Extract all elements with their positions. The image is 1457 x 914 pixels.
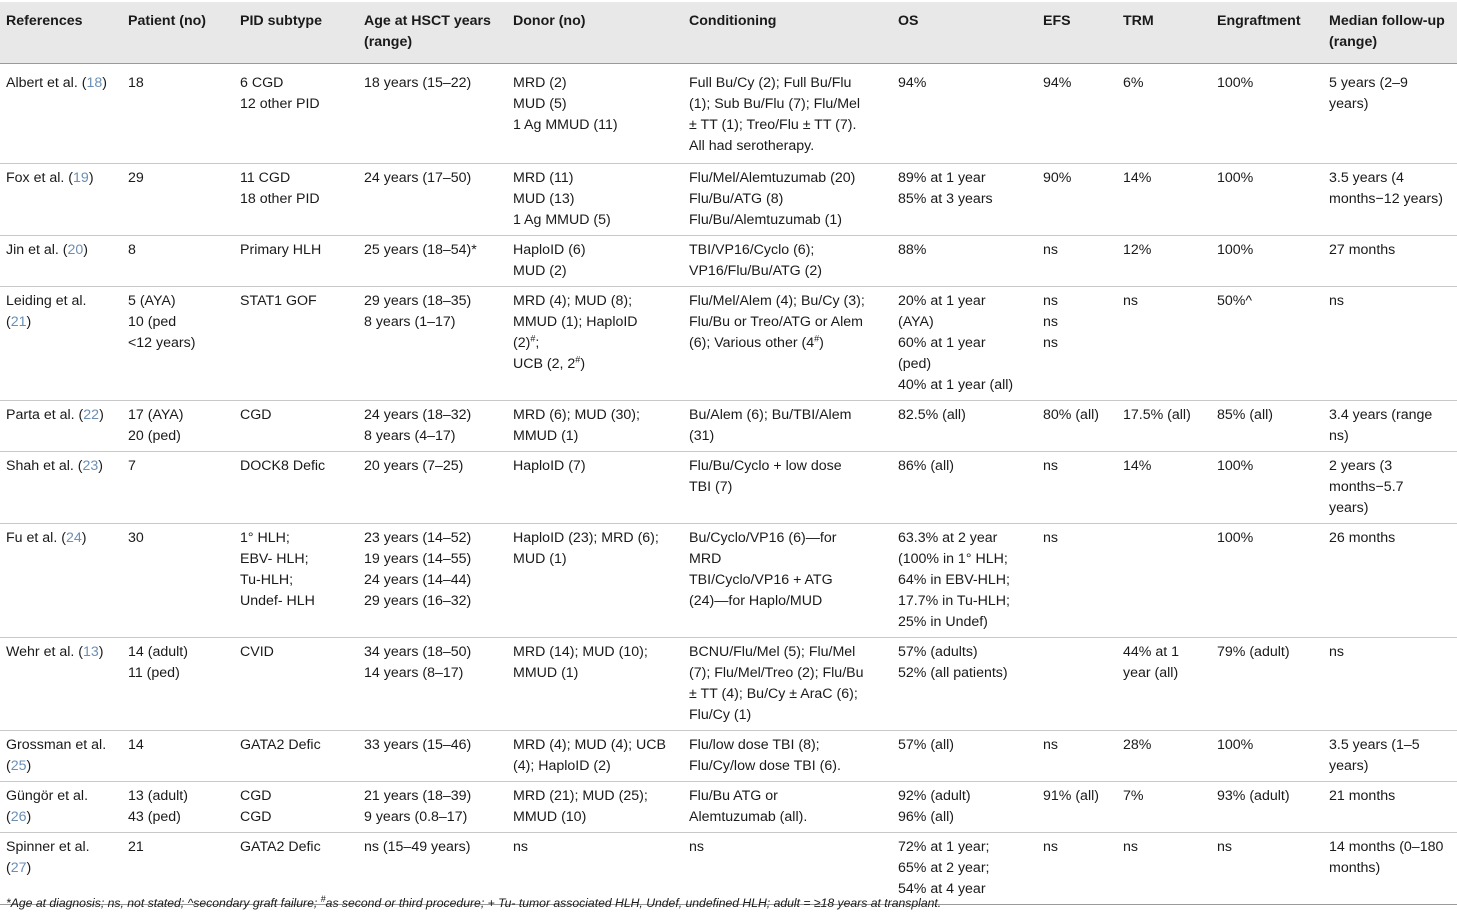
cell-pid: CGD CGD — [234, 782, 358, 833]
reference-close: ) — [88, 170, 94, 186]
cell-age: 20 years (7–25) — [358, 452, 507, 524]
cell-pid: STAT1 GOF — [234, 287, 358, 401]
cell-conditioning: Flu/Mel/Alemtuzumab (20) Flu/Bu/ATG (8) Flu/Bu/Alemtuzumab (1) — [683, 164, 892, 236]
cell-pid: GATA2 Defic — [234, 833, 358, 905]
cell-os: 92% (adult) 96% (all) — [892, 782, 1037, 833]
cell-efs: 91% (all) — [1037, 782, 1117, 833]
cell-conditioning: Full Bu/Cy (2); Full Bu/Flu (1); Sub Bu/Flu (7); Flu/Mel ± TT (1); Treo/Flu ± TT (7). All had serotherapy. — [683, 64, 892, 164]
reference-number-link[interactable]: 19 — [73, 170, 89, 186]
cell-engraftment: 50%^ — [1211, 287, 1323, 401]
cell-reference — [0, 731, 122, 782]
col-header-conditioning: Conditioning — [689, 13, 777, 29]
cell-trm: 28% — [1117, 731, 1211, 782]
table-row — [0, 287, 1457, 401]
cell-reference — [0, 236, 122, 287]
cell-followup: 26 months — [1323, 524, 1457, 638]
cell-trm: 7% — [1117, 782, 1211, 833]
cell-followup: 3.4 years (range ns) — [1323, 401, 1457, 452]
col-header-efs: EFS — [1043, 13, 1071, 29]
cell-patient: 29 — [122, 164, 234, 236]
cell-donor: HaploID (7) — [507, 452, 683, 524]
cell-engraftment: 85% (all) — [1211, 401, 1323, 452]
cell-conditioning: Bu/Alem (6); Bu/TBI/Alem (31) — [683, 401, 892, 452]
cell-followup: 5 years (2–9 years) — [1323, 64, 1457, 164]
cell-engraftment: 100% — [1211, 64, 1323, 164]
cell-age: 24 years (18–32) 8 years (4–17) — [358, 401, 507, 452]
reference-author: Fox et al. ( — [6, 170, 74, 186]
cell-trm — [1117, 524, 1211, 638]
cell-os: 57% (all) — [892, 731, 1037, 782]
cell-patient: 21 — [122, 833, 234, 905]
cell-reference — [0, 64, 122, 164]
reference-author: Spinner et al. ( — [6, 839, 90, 876]
cell-patient: 14 (adult) 11 (ped) — [122, 638, 234, 731]
cell-os: 72% at 1 year; 65% at 2 year; 54% at 4 year — [892, 833, 1037, 905]
cell-os: 63.3% at 2 year (100% in 1° HLH; 64% in EBV-HLH; 17.7% in Tu-HLH; 25% in Undef) — [892, 524, 1037, 638]
cell-pid: 1° HLH; EBV- HLH; Tu-HLH; Undef- HLH — [234, 524, 358, 638]
col-header-age: Age at HSCT years (range) — [364, 13, 491, 50]
cell-age: 18 years (15–22) — [358, 64, 507, 164]
table-row — [0, 236, 1457, 287]
cell-engraftment: 100% — [1211, 731, 1323, 782]
cell-followup: ns — [1323, 638, 1457, 731]
cell-reference — [0, 452, 122, 524]
cell-os: 20% at 1 year (AYA) 60% at 1 year (ped) 40% at 1 year (all) — [892, 287, 1037, 401]
cell-donor: MRD (4); MUD (8); MMUD (1); HaploID (2)#; UCB (2, 2#) — [507, 287, 683, 401]
cell-patient: 7 — [122, 452, 234, 524]
table-row — [0, 164, 1457, 236]
cell-pid: 11 CGD 18 other PID — [234, 164, 358, 236]
cell-followup: 27 months — [1323, 236, 1457, 287]
cell-age: 29 years (18–35) 8 years (1–17) — [358, 287, 507, 401]
cell-age: 34 years (18–50) 14 years (8–17) — [358, 638, 507, 731]
cell-efs: ns — [1037, 731, 1117, 782]
reference-number-link[interactable]: 20 — [67, 242, 84, 258]
col-header-pid-subtype: PID subtype — [240, 13, 322, 29]
cell-engraftment: 100% — [1211, 524, 1323, 638]
cell-os: 86% (all) — [892, 452, 1037, 524]
reference-author: Wehr et al. ( — [6, 644, 84, 660]
reference-close: ) — [26, 314, 32, 330]
reference-close: ) — [83, 242, 89, 258]
cell-donor: HaploID (6) MUD (2) — [507, 236, 683, 287]
cell-efs: 80% (all) — [1037, 401, 1117, 452]
cell-pid: CGD — [234, 401, 358, 452]
cell-patient: 13 (adult) 43 (ped) — [122, 782, 234, 833]
cell-reference — [0, 287, 122, 401]
reference-close: ) — [99, 407, 104, 423]
cell-engraftment: 100% — [1211, 236, 1323, 287]
cell-donor: HaploID (23); MRD (6); MUD (1) — [507, 524, 683, 638]
cell-donor: MRD (11) MUD (13) 1 Ag MMUD (5) — [507, 164, 683, 236]
cell-patient: 14 — [122, 731, 234, 782]
cell-conditioning: ns — [683, 833, 892, 905]
cell-reference — [0, 782, 122, 833]
cell-os: 57% (adults) 52% (all patients) — [892, 638, 1037, 731]
table-header-row — [0, 2, 1457, 64]
cell-conditioning: Flu/Bu ATG or Alemtuzumab (all). — [683, 782, 892, 833]
col-header-engraftment: Engraftment — [1217, 13, 1301, 29]
cell-trm: ns — [1117, 833, 1211, 905]
table-row — [0, 524, 1457, 638]
cell-os: 88% — [892, 236, 1037, 287]
table-row — [0, 452, 1457, 524]
cell-donor: MRD (4); MUD (4); UCB (4); HaploID (2) — [507, 731, 683, 782]
cell-conditioning: TBI/VP16/Cyclo (6); VP16/Flu/Bu/ATG (2) — [683, 236, 892, 287]
cell-efs: ns ns ns — [1037, 287, 1117, 401]
cell-os: 82.5% (all) — [892, 401, 1037, 452]
cell-age: ns (15–49 years) — [358, 833, 507, 905]
reference-author: Grossman et al. ( — [6, 737, 107, 774]
col-header-trm: TRM — [1123, 13, 1154, 29]
cell-efs: ns — [1037, 524, 1117, 638]
cell-pid: CVID — [234, 638, 358, 731]
cell-age: 25 years (18–54)* — [358, 236, 507, 287]
cell-patient: 17 (AYA) 20 (ped) — [122, 401, 234, 452]
cell-donor: MRD (2) MUD (5) 1 Ag MMUD (11) — [507, 64, 683, 164]
cell-pid: 6 CGD 12 other PID — [234, 64, 358, 164]
cell-trm: 17.5% (all) — [1117, 401, 1211, 452]
reference-author: Leiding et al. ( — [6, 293, 87, 330]
cell-age: 24 years (17–50) — [358, 164, 507, 236]
reference-author: Shah et al. ( — [6, 458, 83, 474]
cell-followup: ns — [1323, 287, 1457, 401]
reference-number-link[interactable]: 18 — [86, 75, 103, 91]
reference-author: Fu et al. ( — [6, 530, 66, 546]
col-header-patient: Patient (no) — [128, 13, 207, 29]
col-header-follow-up: Median follow-up (range) — [1329, 13, 1445, 50]
cell-efs: ns — [1037, 833, 1117, 905]
reference-author: Jin et al. ( — [6, 242, 68, 258]
reference-author: Albert et al. ( — [6, 75, 87, 91]
reference-close: ) — [26, 809, 32, 825]
cell-trm: 12% — [1117, 236, 1211, 287]
reference-number-link[interactable]: 21 — [10, 314, 27, 330]
cell-followup: 21 months — [1323, 782, 1457, 833]
cell-followup: 14 months (0–180 months) — [1323, 833, 1457, 905]
cell-reference — [0, 833, 122, 905]
cell-age: 23 years (14–52) 19 years (14–55) 24 years (14–44) 29 years (16–32) — [358, 524, 507, 638]
cell-pid: Primary HLH — [234, 236, 358, 287]
reference-author: Güngör et al. ( — [6, 788, 89, 825]
reference-number-link[interactable]: 27 — [10, 860, 27, 876]
reference-close: ) — [26, 758, 32, 774]
cell-efs: ns — [1037, 452, 1117, 524]
reference-close: ) — [102, 75, 107, 91]
cell-patient: 18 — [122, 64, 234, 164]
table-row — [0, 401, 1457, 452]
cell-conditioning: Flu/Bu/Cyclo + low dose TBI (7) — [683, 452, 892, 524]
cell-reference — [0, 401, 122, 452]
reference-close: ) — [98, 458, 104, 474]
reference-number-link[interactable]: 22 — [83, 407, 100, 423]
cell-efs: ns — [1037, 236, 1117, 287]
col-header-donor: Donor (no) — [513, 13, 586, 29]
cell-os: 94% — [892, 64, 1037, 164]
cell-engraftment: 79% (adult) — [1211, 638, 1323, 731]
cell-reference — [0, 524, 122, 638]
cell-pid: DOCK8 Defic — [234, 452, 358, 524]
cell-engraftment: 100% — [1211, 452, 1323, 524]
reference-number-link[interactable]: 23 — [82, 458, 99, 474]
cell-efs: 90% — [1037, 164, 1117, 236]
cell-followup: 2 years (3 months−5.7 years) — [1323, 452, 1457, 524]
cell-patient: 30 — [122, 524, 234, 638]
cell-conditioning: Flu/low dose TBI (8); Flu/Cy/low dose TBI (6). — [683, 731, 892, 782]
cell-conditioning: BCNU/Flu/Mel (5); Flu/Mel (7); Flu/Mel/Treo (2); Flu/Bu ± TT (4); Bu/Cy ± AraC (6); Flu/Cy (1) — [683, 638, 892, 731]
cell-conditioning: Bu/Cyclo/VP16 (6)—for MRD TBI/Cyclo/VP16 + ATG (24)—for Haplo/MUD — [683, 524, 892, 638]
table-footnote: *Age at diagnosis; ns, not stated; ^secondary graft failure; #as second or third procedure; + Tu- tumor associated HLH, Undef, undefined HLH; adult = ≥18 years at transplant. — [6, 893, 942, 910]
cell-reference — [0, 638, 122, 731]
cell-donor: MRD (21); MUD (25); MMUD (10) — [507, 782, 683, 833]
cell-trm: 14% — [1117, 164, 1211, 236]
cell-pid: GATA2 Defic — [234, 731, 358, 782]
reference-close: ) — [81, 530, 87, 546]
cell-age: 21 years (18–39) 9 years (0.8–17) — [358, 782, 507, 833]
cell-followup: 3.5 years (4 months−12 years) — [1323, 164, 1457, 236]
table-row — [0, 638, 1457, 731]
cell-engraftment: 93% (adult) — [1211, 782, 1323, 833]
cell-age: 33 years (15–46) — [358, 731, 507, 782]
cell-trm: 6% — [1117, 64, 1211, 164]
table-row — [0, 731, 1457, 782]
cell-patient: 5 (AYA) 10 (ped <12 years) — [122, 287, 234, 401]
hsct-outcomes-table — [0, 2, 1457, 905]
table-row — [0, 833, 1457, 905]
cell-engraftment: 100% — [1211, 164, 1323, 236]
cell-followup: 3.5 years (1–5 years) — [1323, 731, 1457, 782]
reference-number-link[interactable]: 25 — [10, 758, 27, 774]
reference-number-link[interactable]: 13 — [83, 644, 99, 660]
cell-donor: ns — [507, 833, 683, 905]
cell-efs: 94% — [1037, 64, 1117, 164]
reference-close: ) — [26, 860, 32, 876]
cell-engraftment: ns — [1211, 833, 1323, 905]
cell-efs — [1037, 638, 1117, 731]
reference-number-link[interactable]: 24 — [65, 530, 82, 546]
cell-trm: ns — [1117, 287, 1211, 401]
col-header-os: OS — [898, 13, 919, 29]
reference-number-link[interactable]: 26 — [10, 809, 27, 825]
cell-donor: MRD (6); MUD (30); MMUD (1) — [507, 401, 683, 452]
cell-trm: 44% at 1 year (all) — [1117, 638, 1211, 731]
cell-patient: 8 — [122, 236, 234, 287]
cell-trm: 14% — [1117, 452, 1211, 524]
table-row — [0, 64, 1457, 164]
col-header-references: References — [6, 13, 83, 29]
table-row — [0, 782, 1457, 833]
reference-close: ) — [98, 644, 104, 660]
reference-author: Parta et al. ( — [6, 407, 84, 423]
cell-donor: MRD (14); MUD (10); MMUD (1) — [507, 638, 683, 731]
cell-os: 89% at 1 year 85% at 3 years — [892, 164, 1037, 236]
cell-reference — [0, 164, 122, 236]
cell-conditioning: Flu/Mel/Alem (4); Bu/Cy (3); Flu/Bu or Treo/ATG or Alem (6); Various other (4#) — [683, 287, 892, 401]
